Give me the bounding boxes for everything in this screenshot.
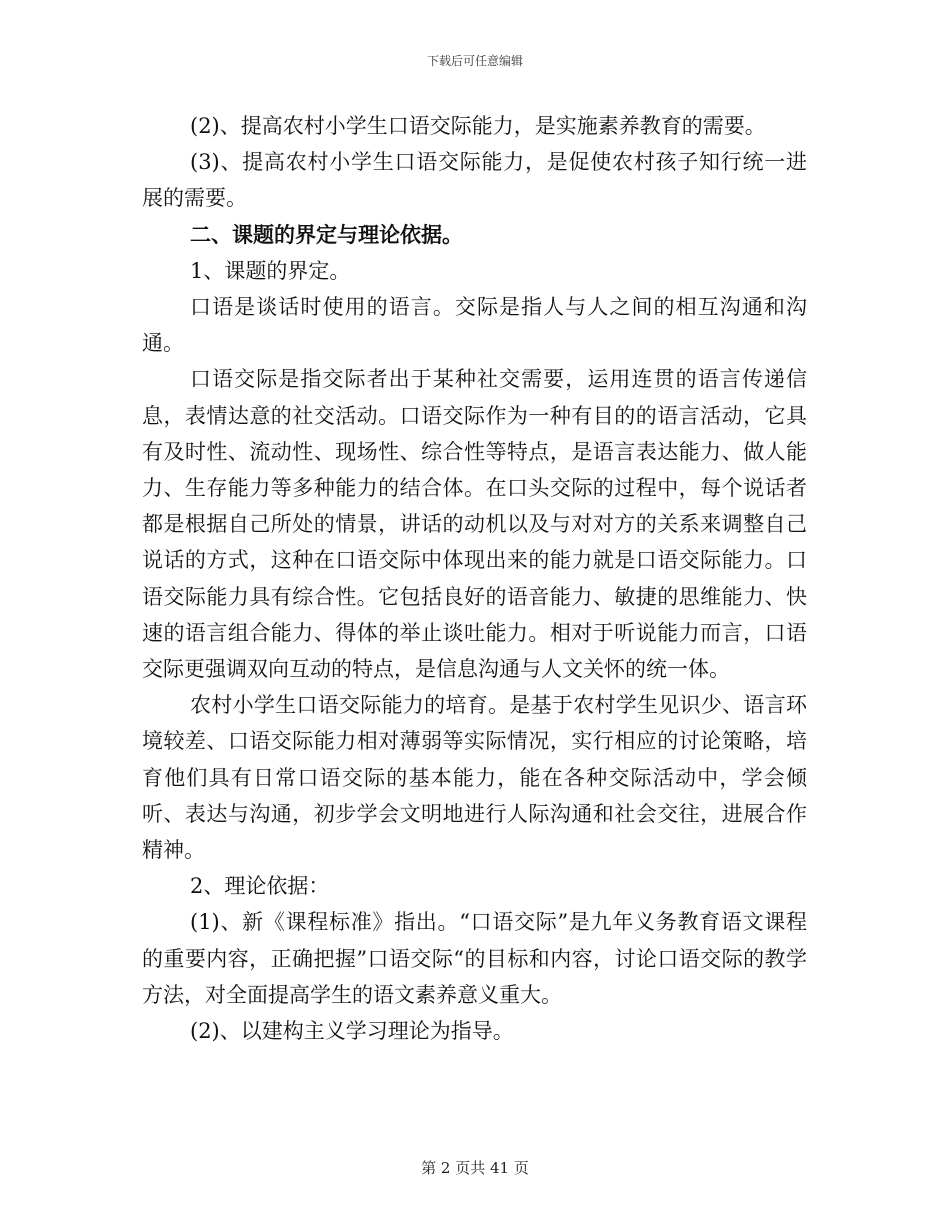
paragraph-point-3: (3)、提高农村小学生口语交际能力，是促使农村孩子知行统一进展的需要。 (142, 150, 807, 211)
document-body (142, 108, 807, 1049)
page-footer: 第 2 页共 41 页 (421, 1159, 529, 1177)
subsection-heading-definition: 1、课题的界定。 (190, 258, 351, 283)
section-heading: 二、课题的界定与理论依据。 (190, 221, 463, 247)
paragraph-curriculum-standard: (1)、新《课程标准》指出。“口语交际”是九年义务教育语文课程的重要内容，正确把握”口语交际“的目标和内容，讨论口语交际的教学方法，对全面提高学生的语文素养意义重大。 (142, 910, 807, 1007)
paragraph-point-2: (2)、提高农村小学生口语交际能力，是实施素养教育的需要。 (190, 114, 766, 138)
paragraph-oral-communication: 口语交际是指交际者出于某种社交需要，运用连贯的语言传递信息，表情达意的社交活动。口语交际作为一种有目的的语言活动，它具有及时性、流动性、现场性、综合性等特点，是语言表达能力、做人能力、生存能力等多种能力的结合体。在口头交际的过程中，每个说话者都是根据自己所处的情景，讲话的动机以及与对对方的关系来调整自己说话的方式，这种在口语交际中体现出来的能力就是口语交际能力。口语交际能力具有综合性。它包括良好的语音能力、敏捷的思维能力、快速的语言组合能力、得体的举止谈吐能力。相对于听说能力而言，口语交际更强调双向互动的特点，是信息沟通与人文关怀的统一体。 (142, 367, 807, 682)
page-header: 下载后可任意编辑 (426, 54, 523, 68)
subsection-heading-theory: 2、理论依据： (190, 874, 330, 899)
paragraph-constructivism: (2)、以建构主义学习理论为指导。 (190, 1019, 514, 1044)
paragraph-rural-students: 农村小学生口语交际能力的培育。是基于农村学生见识少、语言环境较差、口语交际能力相对薄弱等实际情况，实行相应的讨论策略，培育他们具有日常口语交际的基本能力，能在各种交际活动中，学会倾听、表达与沟通，初步学会文明地进行人际沟通和社会交往，进展合作精神。 (142, 693, 807, 863)
paragraph-oral-definition: 口语是谈话时使用的语言。交际是指人与人之间的相互沟通和沟通。 (142, 295, 807, 356)
